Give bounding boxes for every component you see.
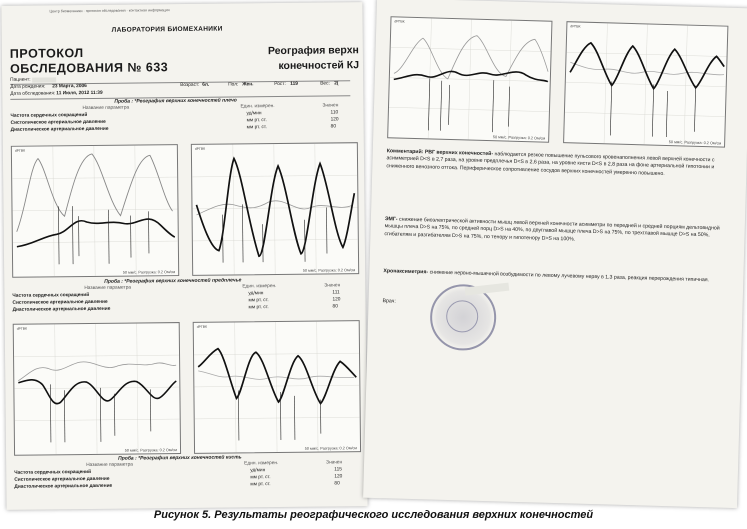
rheogram-waveform-svg [388,17,551,141]
table-row-unit: уд/мин [246,111,262,117]
height-label: Рост: [274,81,286,88]
patient-name-redacted [32,77,56,82]
chart-footer: 50 мм/с. Разгрузка: 0.2 Ом/см [668,140,722,146]
table-row-unit: мм рт. ст. [248,298,269,304]
table-row-value: 80 [334,481,340,487]
rheogram-chart [11,144,179,278]
table-row-name: Систолическое артериальное давление [12,299,108,306]
chronaximetry-body: снижение нервно-мышечной возбудимости по левому лучевому нерву в 1,3 раза, реакция перерождения типичная. [429,269,710,284]
weight-value: 2( [334,81,339,87]
table-row-name: Частота сердечных сокращений [12,293,90,299]
birth-date-value: 23 Марта, 2006 [52,84,87,90]
protocol-title-line2: ОБСЛЕДОВАНИЯ № 633 [9,60,169,76]
age-value: 6л. [202,82,210,88]
exam-date-value: 11 Июля, 2012 11:39 [56,90,103,97]
table-row-value: 120 [330,117,339,123]
value-header: Значен [322,103,339,109]
chart-footer: 50 мм/с. Разгрузка: 0.2 Ом/см [492,135,546,141]
table-row-unit: уд/мин [248,291,264,297]
value-header: Значен [324,283,341,289]
table-row-unit: уд/мин [250,468,266,474]
protocol-page-right [363,0,747,508]
rheogram-waveform-svg [12,145,178,277]
table-row-name: Диастолическое артериальное давление [10,126,109,133]
unit-header: Един. измерен. [244,461,279,467]
lab-title: ЛАБОРАТОРИЯ БИОМЕХАНИКИ [111,25,223,34]
comment-paragraph [386,148,726,179]
table-row-name: Систолическое артериальное давление [10,119,106,126]
rheogram-chart [193,320,361,454]
table-row-value: 115 [334,467,342,473]
table-row-unit: мм рт. ст. [250,482,271,488]
comment-body: наблюдается резкое повышение пульсового кровенаполнения левой верхней конечности с асимметрией D<S в 2,7 раза, на уровне предплечья D<S в 2,6 раза, на уровне кисти D<S в 2,8 раза на фоне артериальной гипотонии и сниженного венозного оттока. Периферическое сопротивление сосудов верхних конечностей умеренно повышено. [386,151,715,177]
table-row-name: Частота сердечных сокращений [10,113,88,119]
param-header: Название параметра [86,462,133,469]
table-row-value: 80 [330,124,337,130]
age-label: Возраст: [180,82,200,89]
rheogram-waveform-svg [192,143,358,275]
emg-heading: ЭМГ- [384,216,398,223]
chart-footer: 50 мм/с. Разгрузка: 0.2 Ом/см [122,270,176,275]
table-row-name: Систолическое артериальное давление [14,476,110,483]
chart-axis-label: dРГВК [16,326,28,331]
protocol-page-left [1,2,367,510]
reography-title-line2: конечностей КЈ [278,59,360,73]
rheogram-waveform-svg [194,321,360,453]
chart-footer: 50 мм/с. Разгрузка: 0.2 Ом/см [304,446,358,451]
section-title-hand: Проба : *Реография верхних конечностей кисть [118,454,242,462]
rheogram-waveform-svg [14,323,180,455]
chart-axis-label: dРГВК [394,19,405,24]
patient-label: Пациент: [10,77,31,83]
rheogram-chart [191,142,359,276]
sex-label: Пол: [228,82,239,88]
section-title-shoulder: Проба : *Реография верхних конечностей плечо [114,97,237,105]
exam-date-label: Дата обследования: [10,91,56,97]
sex-value: Жен. [242,82,254,88]
table-row-unit: мм рт. ст. [248,305,269,311]
comment-heading: Комментарий: РВГ верхних конечностей- [386,148,494,158]
rheogram-waveform-svg [564,22,727,146]
header-small-print: Центр биомеханики · протокол обследования · контактная информация [49,8,170,14]
table-row-value: 80 [332,304,338,310]
section-title-forearm: Проба : *Реография верхних конечностей предплечье [104,277,242,285]
chart-axis-label: dРГВК [196,324,207,329]
chronaximetry-heading: Хронаксиметрия- [383,268,429,276]
param-header: Название параметра [82,105,130,112]
rheogram-chart [387,16,552,142]
chronaximetry-paragraph [383,268,723,285]
table-row-name: Диастолическое артериальное давление [12,306,111,313]
table-row-unit: мм рт. ст. [246,118,267,124]
table-row-unit: мм рт. ст. [250,475,271,481]
protocol-title-line1: ПРОТОКОЛ [9,46,84,61]
unit-header: Един. измерен. [242,284,277,290]
rheogram-chart [563,21,728,147]
emg-paragraph [384,216,724,247]
weight-label: Вес: [320,81,330,87]
figure-caption: Рисунок 5. Результаты реографического исследования верхних конечностей [153,509,594,521]
param-header: Название параметра [84,285,132,292]
chart-footer: 50 мм/с. Разгрузка: 0.2 Ом/см [124,448,178,453]
reography-title-line1: Реография верхн [267,44,359,58]
height-value: 119 [290,81,298,87]
table-row-value: 120 [332,297,341,303]
chart-axis-label: dРГВК [194,146,206,151]
table-row-value: 110 [330,110,339,116]
unit-header: Един. измерен. [240,104,275,110]
table-row-name: Частота сердечных сокращений [14,469,92,476]
value-header: Значен [326,460,343,466]
table-row-value: 111 [332,290,340,296]
table-row-unit: мм рт. ст. [246,125,267,131]
table-row-value: 120 [334,474,343,480]
chart-footer: 50 мм/с. Разгрузка: 0.2 Ом/см [302,268,356,273]
rheogram-chart [13,322,181,456]
chart-axis-label: dРГВК [570,24,581,29]
emg-body: снижение биоэлектрической активности мышц левой верхней конечности асимметри по передней и средней порциям дельтовидной мышцы плеча D>S на 75%, по средней порц D>S на 40%, по двуглавой мышце плеча D>S на 75%, по трехглавой мышце D>S на 50%, сгибателям и разгибателям D>S на 75%, по тенору и гипотенору D>S на 100%. [384,216,720,243]
table-row-name: Диастолическое артериальное давление [14,483,113,490]
doctor-label: Врач: [382,298,396,305]
chart-axis-label: dРГВК [14,148,26,153]
birth-date-label: Дата рождения: [10,84,46,90]
